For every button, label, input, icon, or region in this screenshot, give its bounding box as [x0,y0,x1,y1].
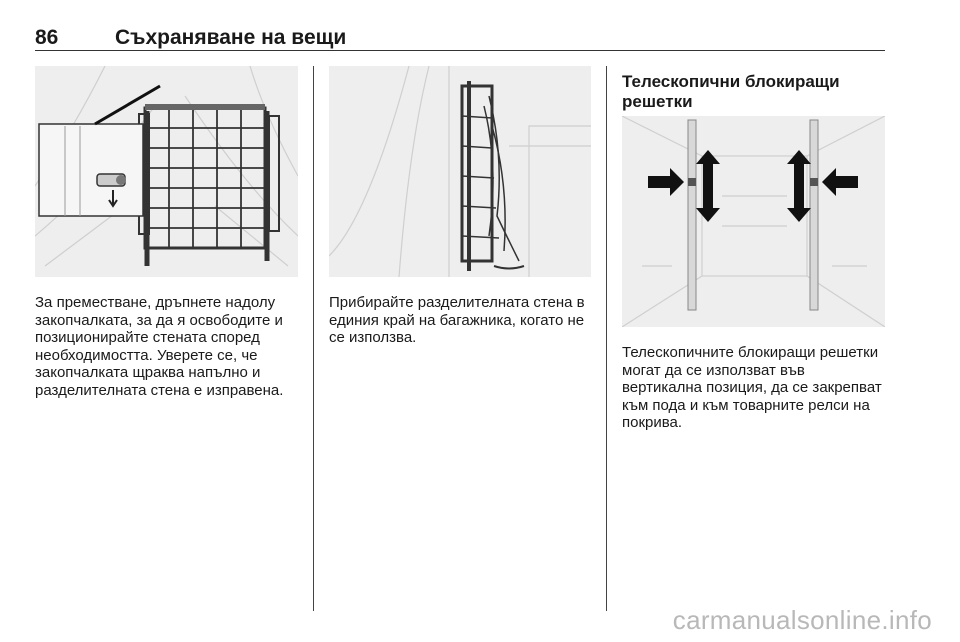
column-divider-2 [606,66,607,611]
column2-paragraph: Прибирайте разделителната стена в единия край на багажника, когато не се използва. [329,294,585,346]
header-bar [35,26,885,52]
section-heading: Телескопични блокиращи решетки [622,72,840,111]
column-divider-1 [313,66,314,611]
watermark: carmanualsonline.info [672,605,932,635]
cargo-net-partition-illustration [35,66,298,277]
column1-paragraph: За преместване, дръпнете надолу закопчалката, за да я освободите и позиционирайте стената според необходимостта. Уверете се, че закопчалката щраква напълно и разделителната стена е изправена. [35,294,284,399]
folded-partition-net-illustration [329,66,591,277]
page-title: Съхраняване на вещи [115,26,347,49]
telescopic-bars-illustration [622,116,885,327]
header-divider [35,50,885,51]
page-number: 86 [35,26,59,49]
column3-paragraph: Телескопичните блокиращи решетки могат да се използват във вертикална позиция, да се закрепват към пода и към товарните релси на покрива. [622,344,882,431]
